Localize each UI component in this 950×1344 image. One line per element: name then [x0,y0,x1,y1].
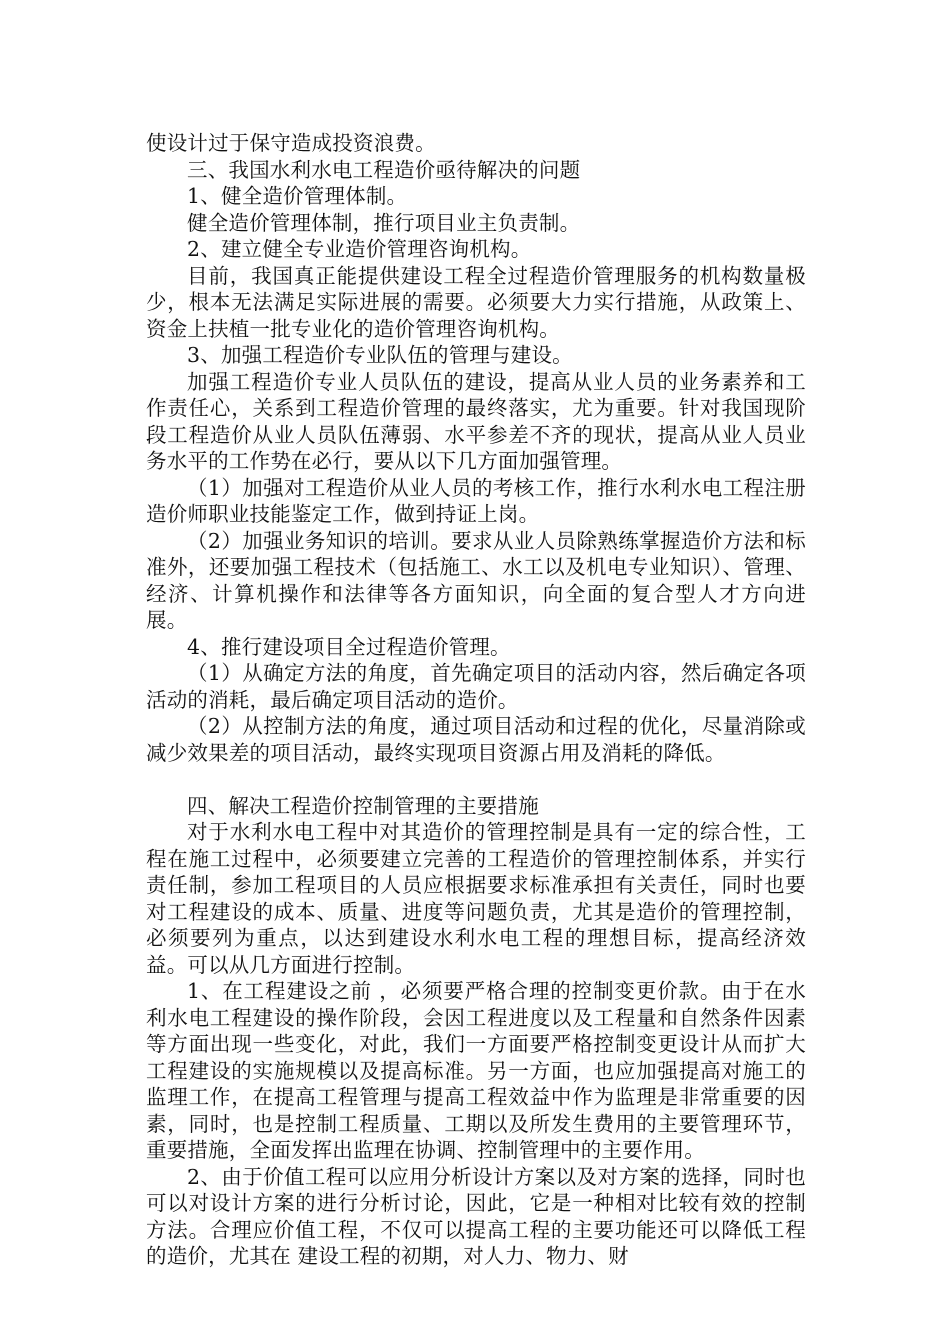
paragraph: 对于水利水电工程中对其造价的管理控制是具有一定的综合性，工程在施工过程中，必须要建立完善的工程造价的管理控制体系，并实行责任制，参加工程项目的人员应根据要求标准承担有关责任，同时也要对工程建设的成本、质量、进度等问题负责，尤其是造价的管理控制，必须要列为重点，以达到建设水利水电工程的理想目标，提高经济效益。可以从几方面进行控制。 [146,820,806,977]
subheading-3-4: 4、推行建设项目全过程造价管理。 [187,634,511,659]
list-item: （1）从确定方法的角度，首先确定项目的活动内容，然后确定各项活动的消耗，最后确定项目活动的造价。 [146,661,806,712]
paragraph: 2、由于价值工程可以应用分析设计方案以及对方案的选择，同时也可以对设计方案的进行分析讨论，因此，它是一种相对比较有效的控制方法。合理应价值工程，不仅可以提高工程的主要功能还可以降低工程的造价，尤其在 建设工程的初期，对人力、物力、财 [146,1164,806,1268]
blank-line [146,766,806,793]
list-item: （1）加强对工程造价从业人员的考核工作，推行水利水电工程注册造价师职业技能鉴定工作，做到持证上岗。 [146,475,806,526]
paragraph-continuation: 使设计过于保守造成投资浪费。 [146,131,436,155]
subheading-3-1: 1、健全造价管理体制。 [187,184,408,208]
list-item: （2）从控制方法的角度，通过项目活动和过程的优化，尽量消除或减少效果差的项目活动，最终实现项目资源占用及消耗的降低。 [146,714,806,765]
list-item: （2）加强业务知识的培训。要求从业人员除熟练掌握造价方法和标准外，还要加强工程技术（包括施工、水工以及机电专业知识）、管理、经济、计算机操作和法律等各方面知识，向全面的复合型人才方向进展。 [146,528,806,632]
paragraph: 目前，我国真正能提供建设工程全过程造价管理服务的机构数量极少，根本无法满足实际进展的需要。必须要大力实行措施，从政策上、资金上扶植一批专业化的造价管理咨询机构。 [146,263,806,341]
section-heading-4: 四、解决工程造价控制管理的主要措施 [187,793,539,818]
section-heading-3: 三、我国水利水电工程造价亟待解决的问题 [187,157,581,182]
subheading-3-2: 2、建立健全专业造价管理咨询机构。 [187,237,532,261]
paragraph: 健全造价管理体制，推行项目业主负责制。 [187,210,581,235]
paragraph: 加强工程造价专业人员队伍的建设，提高从业人员的业务素养和工作责任心，关系到工程造价管理的最终落实，尤为重要。针对我国现阶段工程造价从业人员队伍薄弱、水平参差不齐的现状，提高从业人员业务水平的工作势在必行，要从以下几方面加强管理。 [146,369,806,473]
paragraph: 1、在工程建设之前 ，必须要严格合理的控制变更价款。由于在水利水电工程建设的操作阶段，会因工程进度以及工程量和自然条件因素等方面出现一些变化，对此，我们一方面要严格控制变更设计从而扩大工程建设的实施规模以及提高标准。另一方面，也应加强提高对施工的监理工作，在提高工程管理与提高工程效益中作为监理是非常重要的因素，同时，也是控制工程质量、工期以及所发生费用的主要管理环节，重要措施，全面发挥出监理在协调、控制管理中的主要作用。 [146,979,806,1162]
subheading-3-3: 3、加强工程造价专业队伍的管理与建设。 [187,343,573,367]
document-body [146,130,806,1270]
